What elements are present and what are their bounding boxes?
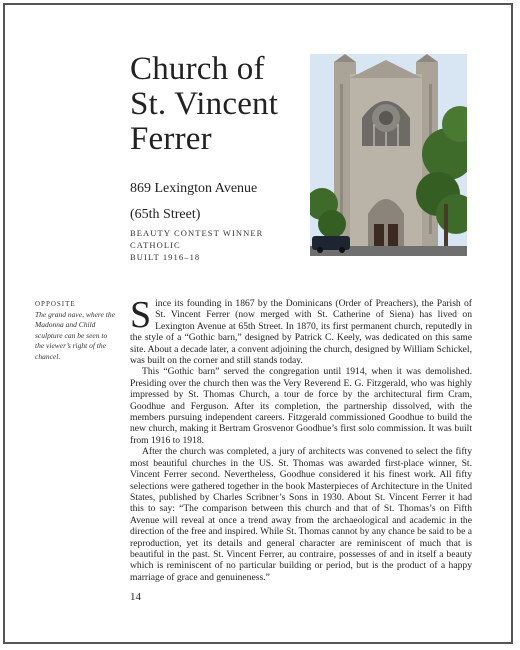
article-body (130, 294, 472, 583)
fact-denomination: CATHOLIC (130, 240, 181, 250)
caption-label: OPPOSITE (35, 300, 76, 308)
page-title (130, 52, 300, 157)
facts-list (130, 227, 300, 263)
title-line-3: Ferrer (130, 121, 212, 157)
paragraph-1-text: ince its founding in 1867 by the Dominicans (Order of Preachers), the Parish of St. Vincent Ferrer (now merged with St. Catherine of Siena) has lived on Lexington Avenue at 65th Street. In 1870, its first permanent church, reputedly in the style of a “Gothic barn,” designed by Patrick C. Keely, was dedicated on this same site. About a decade later, a convent adjoining the church, designed by William Schickel, was built on the corner and still stands today. (130, 298, 472, 367)
page-number: 14 (130, 591, 141, 603)
caption-text: The grand nave, where the Madonna and Child sculpture can be seen to the viewer’s right of the chancel. (35, 309, 115, 361)
paragraph-2: This “Gothic barn” served the congregation until 1914, when it was demolished. Presiding over the church then was the Very Reverend E. G. Fitzgerald, who was highly impressed by St. Thomas Church, a tour de force by the architectural firm Cram, Goodhue and Ferguson. After its completion, the partnership dissolved, with the members pursuing independent careers. Fitzgerald commissioned Goodhue to build the new church, making it Bertram Grosvenor Goodhue’s first solo commission. It was built from 1916 to 1918. (130, 366, 472, 446)
church-facade-photo (310, 54, 467, 256)
address-block (130, 176, 300, 228)
fact-built: BUILT 1916–18 (130, 252, 201, 262)
photo-caption (35, 299, 115, 362)
paragraph-3: After the church was completed, a jury of architects was convened to select the fifty most beautiful churches in the US. St. Thomas was awarded first-place winner, St. Vincent Ferrer second. Nevertheless, Goodhue considered it his finest work. All fifty selections were gathered together in the book Masterpieces of Architecture in the United States, published by Charles Scribner’s Sons in 1930. About St. Vincent Ferrer it had this to say: “The comparison between this church and that of St. Thomas’s on Fifth Avenue will reveal at once a trend away from the archaeological and academic in the direction of the free and inspired. While St. Thomas cannot by any chance be said to be a reproduction, yet its details and general character are reminiscent of much that is beautiful in the past. St. Vincent Ferrer, au contraire, possesses of and in itself a beauty which is reminiscent of no particular building or period, but is the product of a happy marriage of grace and genuineness.” (130, 446, 472, 583)
address-street: 869 Lexington Avenue (130, 181, 258, 196)
church-facade-illustration (310, 54, 467, 256)
paragraph-1 (130, 294, 472, 367)
address-cross-street: (65th Street) (130, 207, 201, 222)
fact-award: BEAUTY CONTEST WINNER (130, 228, 264, 238)
title-line-2: St. Vincent (130, 86, 279, 122)
title-line-1: Church of (130, 51, 265, 87)
drop-cap: S (130, 294, 152, 336)
